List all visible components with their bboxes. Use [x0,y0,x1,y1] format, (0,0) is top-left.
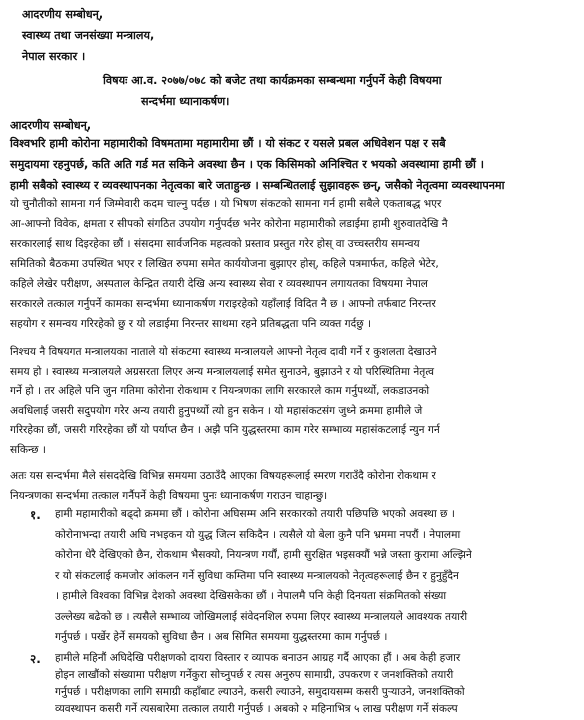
item-line: हामीले महिनौं अघिदेखि परीक्षणको दायरा विस्तार र व्यापक बनाउन आग्रह गर्दै आएका हौं । अब केही हजार [55,652,461,664]
item-number: २. [30,652,41,666]
numbered-item-2 [55,650,575,718]
paragraph-line: नियन्त्रणका सन्दर्भमा तत्काल गर्नैपर्ने केही विषयमा पुनः ध्यानाकर्षण गराउन चाहान्छु। [10,490,328,502]
paragraph-line: अतः यस सन्दर्भमा मैले संसददेखि विभिन्न समयमा उठाउँदै आएका विषयहरूलाई स्मरण गराउँदै कोरोना रोकथाम र [10,470,436,482]
paragraph-line: सरकारलाई साथ दिइरहेका छौं । संसदमा सार्वजनिक महत्वको प्रस्ताव प्रस्तुत गरेर होस् वा उच्चस्तरीय समन्वय [10,238,420,250]
bold-opening [10,135,570,198]
numbered-item-1 [55,506,575,650]
item-line: । हामीले विश्वका विभिन्न देशको अवस्था देखिसकेका छौं । नेपालमै पनि केही दिनयता संक्रमितको संख्या [55,590,447,602]
header-government: नेपाल सरकार । [22,50,86,63]
paragraph-line: यो चुनौतीको सामना गर्न जिम्मेवारी कदम चाल्नु पर्दछ । यो भिषण संकटको सामना गर्न हामी सबैले एकताबद्ध भएर [10,198,442,210]
paragraph-line: आ-आफ्नो विवेक, क्षमता र सीपको संगठित उपयोग गर्नुपर्दछ भनेर कोरोना महामारीको लडाईमा हामी शुरुवातदेखि नै [10,218,448,230]
paragraph-line: समय हो । स्वास्थ्य मन्त्रालयले अग्रसरता लिएर अन्य मन्त्रालयलाई समेत सुनाउने, बुझाउने र यो परिस्थितिमा नेतृत्व [10,365,435,378]
paragraph-line: समितिको बैठकमा उपस्थित भएर र लिखित रुपमा समेत कार्ययोजना बुझाएर होस्, कहिले पत्रमार्फत, कहिले भेटेर, [10,258,439,270]
paragraph-line: सरकारले तत्काल गर्नुपर्ने कामका सन्दर्भमा ध्यानाकर्षण गराइरहेको यहाँलाई विदित नै छ । आफ्नो तर्फबाट निरन्तर [10,298,436,310]
item-number: १. [30,508,41,522]
paragraph-1 [10,196,570,336]
item-line: व्यवस्थापन कसरी गर्ने त्यसबारेमा तत्काल तयारी गर्नुपर्छ । अबको २ महिनाभित्र ५ लाख परीक्षण गर्ने संकल्प [55,703,458,715]
paragraph-2 [10,344,570,461]
item-line: होइन लाखौंको संख्यामा परीक्षण गर्नेकुरा सोच्नुपर्छ र त्यस अनुरुप सामाग्री, उपकरण र जनशक्तिको तयारी [55,669,454,681]
item-line: हामी महामारीको बढ्दो क्रममा छौं । कोरोना अघिसम्म अनि सरकारको तयारी पछिपछि भएको अवस्था छ । [55,508,455,520]
paragraph-3 [10,468,570,508]
item-line: उल्लेख्य बढेको छ । त्यसैले सम्भाव्य जोखिमलाई संवेदनशिल रुपमा लिएर स्वास्थ्य मन्त्रालयले आवश्यक तयारी [55,610,468,623]
item-line: कोरोनाभन्दा तयारी अघि नभइकन यो युद्ध जित्न सकिदैन । त्यसैले यो बेला कुनै पनि भ्रममा नपरौं । नेपालमा [55,528,461,541]
bold-line: समुदायमा रहनुपर्छ, कति अति गर्ड मत सकिने अवस्था छैन । एक किसिमको अनिश्चित र भयको अवस्थामा हामी छौं । [10,158,485,171]
bold-line: हामी सबैको स्वास्थ्य र व्यवस्थापनका नेतृत्वका बारे जताहुन्छ । सम्बन्धितलाई सुझावहरू छन्, जसैको नेतृत्वमा व्यवस्थापनमा [10,179,505,192]
item-line: कोरोना धेरै देखिएको छैन, रोकथाम भैसक्यो, नियन्त्रण गर्यौं, हामी सुरक्षित भइसक्यौं भन्ने जस्ता कुरामा अल्झिने [55,549,472,561]
paragraph-line: गर्ने हो । तर अहिले पनि जुन गतिमा कोरोना रोकथाम र नियन्त्रणका लागि सरकारले काम गर्नुपर्थ्यो, लकडाउनको [10,385,430,397]
item-line: गर्नुपर्छ । पर्खेर हेर्ने समयको सुविधा छैन । अब सिमित समयमा युद्धस्तरमा काम गर्नुपर्छ । [55,631,388,643]
paragraph-line: अवधिलाई जसरी सदुपयोग गरेर अन्य तयारी हुनुपर्थ्यो त्यो हुन सकेन । यो महासंकटसंग जुध्ने क्रममा हामीले जे [10,404,423,417]
paragraph-line: गरिरहेका छौं, जसरी गरिरहेका छौं यो पर्याप्त छैन । अझै पनि युद्धस्तरमा काम गरेर सम्भाव्य महासंकटलाई न्युन गर्न [10,424,440,436]
subject-line-2: सन्दर्भमा ध्यानाकर्षण। [141,95,230,108]
item-line: र यो संकटलाई कमजोर आंकलन गर्ने सुविधा कम्तिमा पनि स्वास्थ्य मन्त्रालयको नेतृत्वहरूलाई छैन र हुनुहुँदैन [55,569,459,582]
item-line: गर्नुपर्छ । परीक्षणका लागि समाग्री कहाँबाट ल्याउने, कसरी ल्याउने, समुदायसम्म कसरी पुऱ्याउने, जनशक्तिको [55,686,465,698]
paragraph-line: निश्चय नै विषयगत मन्त्रालयका नाताले यो संकटमा स्वास्थ्य मन्त्रालयले आफ्नो नेतृत्व दावी गर्ने र कुशलता देखाउने [10,346,437,358]
greeting: आदरणीय सम्बोधन्, [10,119,92,132]
header-salutation: आदरणीय सम्बोधन्, [22,8,104,21]
bold-line: विश्वभरि हामी कोरोना महामारीको विषमतामा महामारीमा छौं । यो संकट र यसले प्रबल अधिवेशन पक्ष र सबै [10,137,446,150]
header-ministry: स्वास्थ्य तथा जनसंख्या मन्त्रालय, [22,29,155,42]
paragraph-line: सकिन्छ । [10,443,46,456]
paragraph-line: कहिले लेखेर परीक्षण, अस्पताल केन्द्रित तयारी देखि अन्य स्वास्थ्य सेवा र व्यवस्थापन लगायतका विषयमा नेपाल [10,278,428,290]
paragraph-line: सहयोग र समन्वय गरिरहेको छु र यो लडाईमा निरन्तर साथमा रहने प्रतिबद्धता पनि व्यक्त गर्दछु । [10,318,372,330]
subject-line-1: विषयः आ.व. २०७७/०७८ को बजेट तथा कार्यक्रमका सम्बन्धमा गर्नुपर्ने केही विषयमा [103,74,442,87]
